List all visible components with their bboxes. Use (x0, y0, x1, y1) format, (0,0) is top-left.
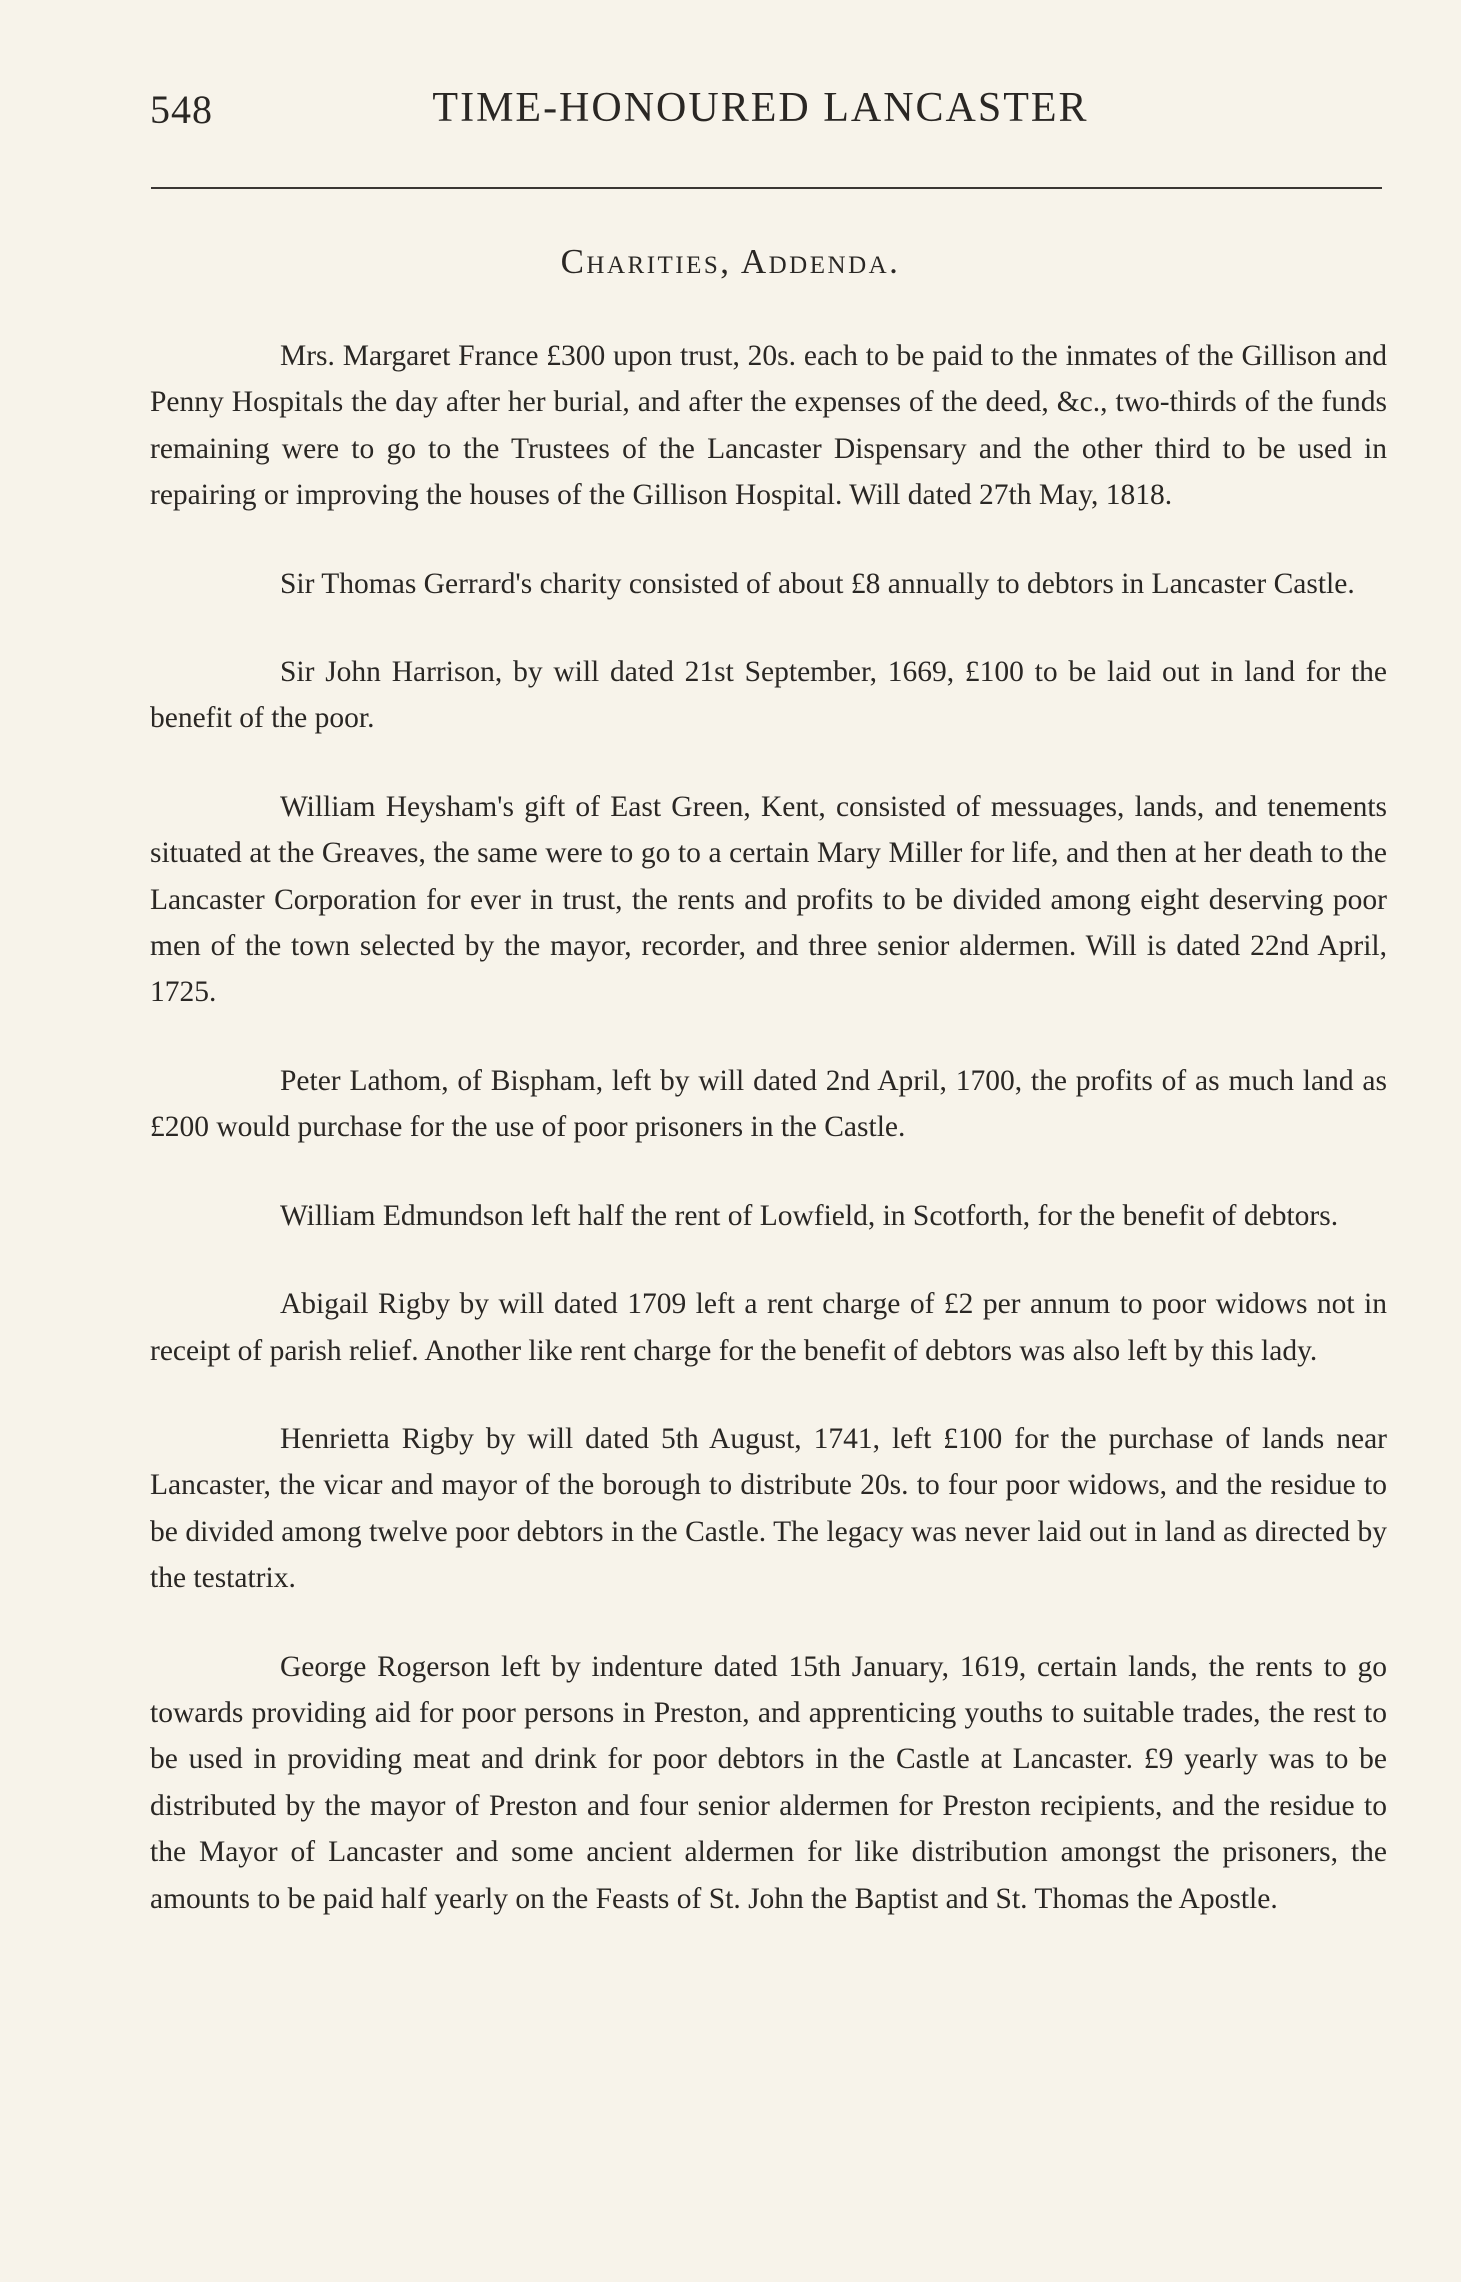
paragraph-rogerson: George Rogerson left by indenture dated 15th January, 1619, certain lands, the rents to go towards providing aid for poor persons in Preston, and apprenticing youths to suitable trades, the rest to be used in providing meat and drink for poor debtors in the Castle at Lancaster. £9 yearly was to be distributed by the mayor of Preston and four senior aldermen for Preston recipients, and the residue to the Mayor of Lancaster and some ancient aldermen for like distribution amongst the prisoners, the amounts to be paid half yearly on the Feasts of St. John the Baptist and St. Thomas the Apostle. (150, 1650, 1387, 1915)
page-number: 548 (150, 87, 213, 132)
paragraph-heysham: William Heysham's gift of East Green, Kent, consisted of messuages, lands, and tenements situated at the Greaves, the same were to go to a certain Mary Miller for life, and then at her death to the Lancaster Corporation for ever in trust, the rents and profits to be divided among eight deserving poor men of the town selected by the mayor, recorder, and three senior aldermen. Will is dated 22nd April, 1725. (150, 790, 1387, 1009)
running-title: TIME-HONOURED LANCASTER (432, 85, 1089, 131)
page-header (150, 80, 1311, 140)
paragraph-edmundson: William Edmundson left half the rent of Lowfield, in Scotforth, for the benefit of debtors. (280, 1199, 1339, 1232)
paragraph-france: Mrs. Margaret France £300 upon trust, 20s. each to be paid to the inmates of the Gillison and Penny Hospitals the day after her burial, and after the expenses of the deed, &c., two-thirds of the funds remaining were to go to the Trustees of the Lancaster Dispensary and the other third to be used in repairing or improving the houses of the Gillison Hospital. Will dated 27th May, 1818. (150, 340, 1387, 512)
paragraph-henrietta-rigby: Henrietta Rigby by will dated 5th August, 1741, left £100 for the purchase of lands near Lancaster, the vicar and mayor of the borough to distribute 20s. to four poor widows, and the residue to be divided among twelve poor debtors in the Castle. The legacy was never laid out in land as directed by the testatrix. (150, 1422, 1387, 1595)
paragraph-gerrard: Sir Thomas Gerrard's charity consisted of about £8 annually to debtors in Lancaster Castle. (280, 567, 1355, 600)
section-title: Charities, Addenda. (560, 242, 901, 281)
header-rule (151, 187, 1382, 189)
paragraph-lathom: Peter Lathom, of Bispham, left by will dated 2nd April, 1700, the profits of as much land as £200 would purchase for the use of poor prisoners in the Castle. (150, 1064, 1387, 1144)
body-text (150, 333, 1387, 1922)
paragraph-harrison: Sir John Harrison, by will dated 21st September, 1669, £100 to be laid out in land for the benefit of the poor. (150, 656, 1387, 735)
paragraph-abigail-rigby: Abigail Rigby by will dated 1709 left a rent charge of £2 per annum to poor widows not in receipt of parish relief. Another like rent charge for the benefit of debtors was also left by this lady. (150, 1288, 1387, 1367)
